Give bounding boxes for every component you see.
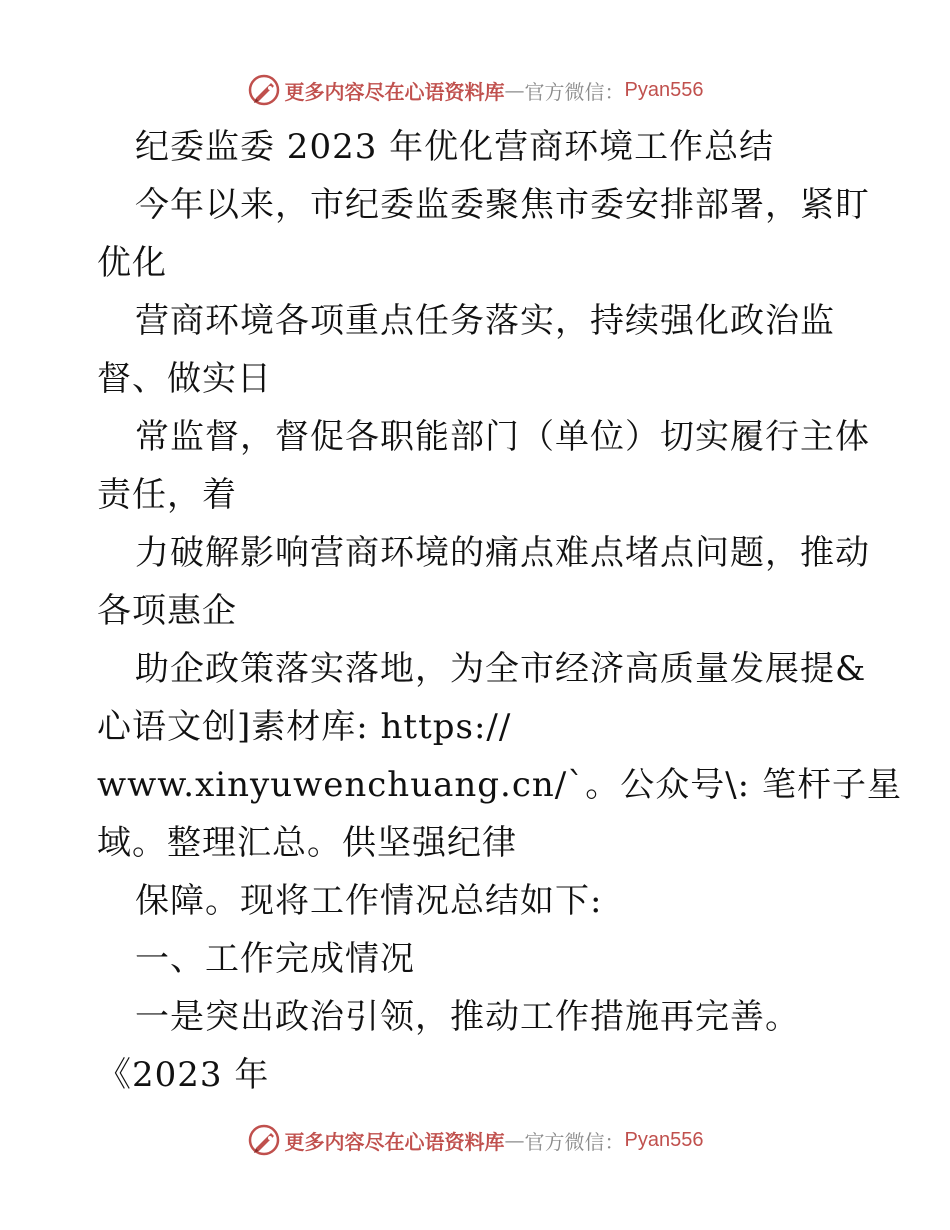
document-line: 保障。现将工作情况总结如下:: [135, 881, 603, 921]
document-line: 责任，着: [97, 475, 237, 515]
document-line: 纪委监委 2023 年优化营商环境工作总结: [135, 127, 775, 167]
document-line: 优化: [97, 243, 167, 283]
pen-logo-icon: [247, 73, 281, 107]
watermark-main-text: 更多内容尽在心语资料库: [284, 79, 505, 104]
document-line: 营商环境各项重点任务落实，持续强化政治监: [135, 301, 835, 341]
watermark-main-text: 更多内容尽在心语资料库: [284, 1129, 505, 1154]
footer-watermark: [0, 1120, 950, 1160]
watermark-account: Pyan556: [624, 1128, 704, 1151]
document-line: 一、工作完成情况: [135, 939, 415, 979]
watermark-dash: —: [504, 78, 525, 102]
watermark-official-label: 官方微信：: [524, 79, 625, 104]
document-line: 心语文创]素材库: https://: [97, 707, 512, 747]
document-line: www.xinyuwenchuang.cn/`。公众号\: 笔杆子星: [97, 765, 902, 805]
document-line: 域。整理汇总。供坚强纪律: [97, 823, 517, 863]
document-line: 常监督，督促各职能部门（单位）切实履行主体: [135, 417, 870, 457]
pen-logo-icon: [247, 1123, 281, 1157]
watermark-official-label: 官方微信：: [524, 1129, 625, 1154]
document-line: 力破解影响营商环境的痛点难点堵点问题，推动: [135, 533, 870, 573]
document-line: 一是突出政治引领，推动工作措施再完善。: [135, 997, 800, 1037]
document-line: 督、做实日: [97, 359, 272, 399]
document-line: 助企政策落实落地，为全市经济高质量发展提&: [135, 649, 867, 689]
watermark-account: Pyan556: [624, 78, 704, 101]
document-line: 各项惠企: [97, 591, 237, 631]
header-watermark: [0, 70, 950, 110]
document-line: 《2023 年: [97, 1055, 270, 1095]
document-line: 今年以来，市纪委监委聚焦市委安排部署，紧盯: [135, 185, 870, 225]
document-body: [97, 118, 902, 1104]
watermark-dash: —: [504, 1128, 525, 1152]
